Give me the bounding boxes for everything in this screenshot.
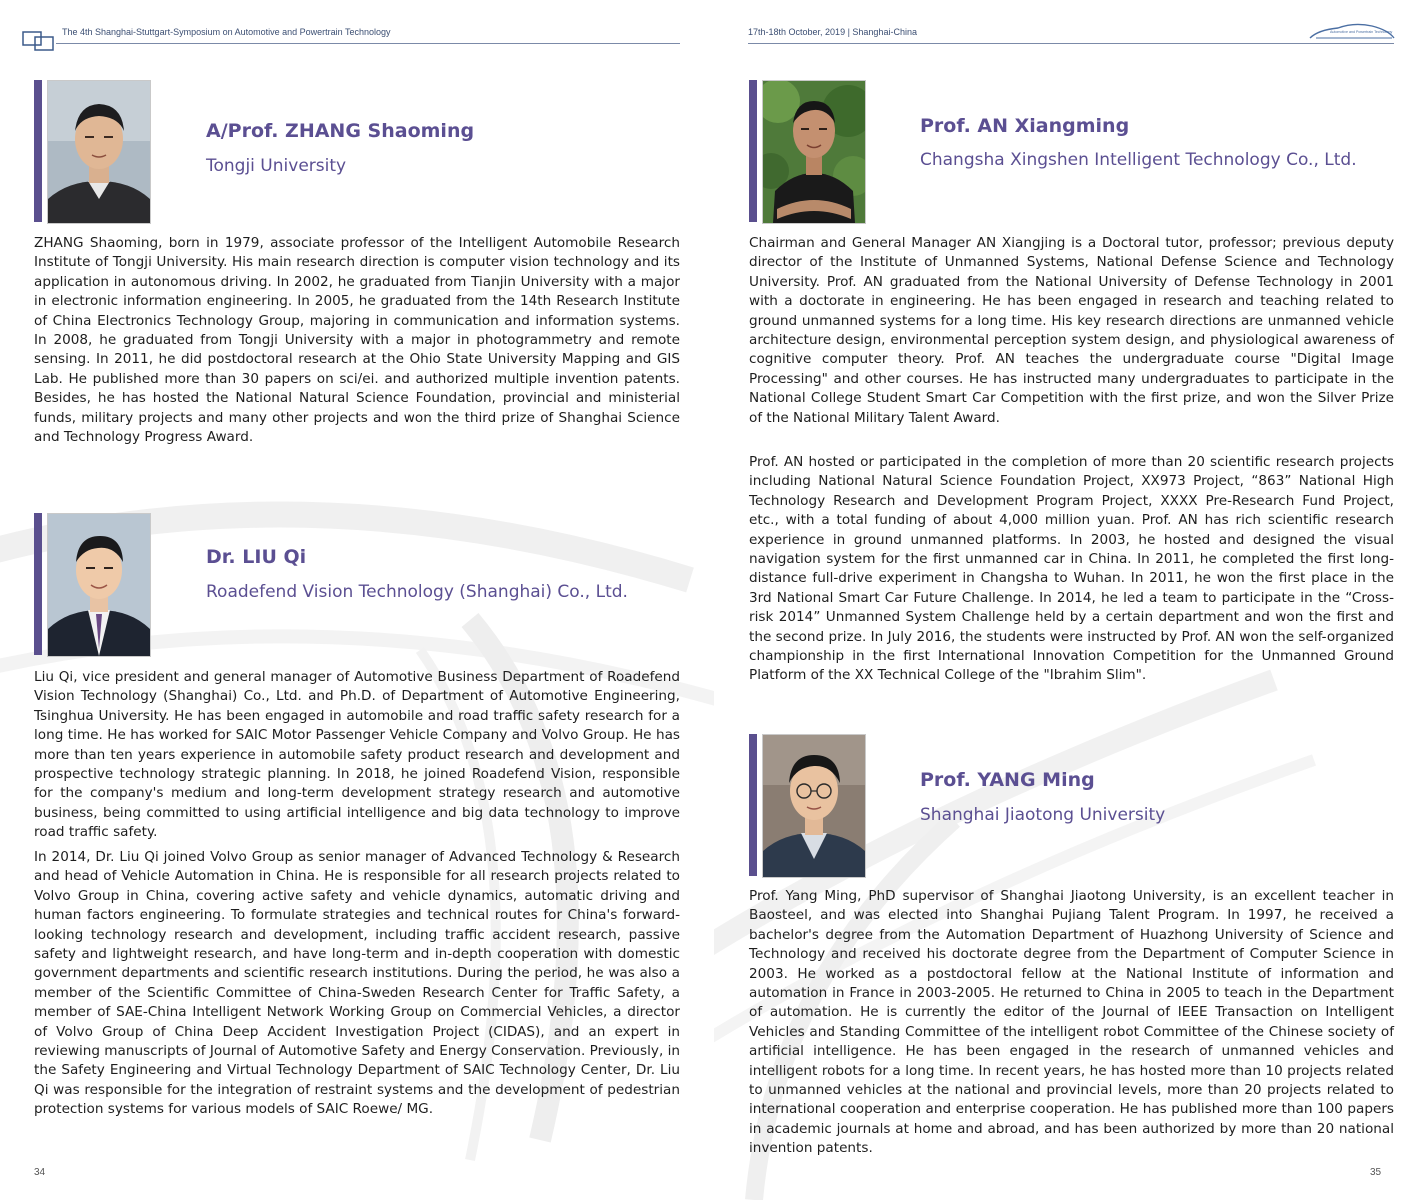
event-date-header: 17th-18th October, 2019 | Shanghai-China xyxy=(748,27,917,37)
speaker-name: Prof. AN Xiangming xyxy=(920,115,1130,137)
speaker-bio-paragraph: Prof. AN hosted or participated in the completion of more than 20 scientific research projects including National Natural Science Foundation Project, XX973 Project, “863” National High Technology Research and Development Program Project, XXXX Pre-Research Fund Project, etc., with a total funding of about 4,000 million yuan. Prof. AN has rich scientific research experience in ground unmanned platforms. In 2003, he hosted and designed the visual navigation system for the first unmanned car in China. In 2011, he completed the first long-distance full-drive experiment in Changsha to Wuhan. In 2011, he won the first place in the 3rd National Smart Car Future Challenge. In 2014, he led a team to participate in the “Cross-risk 2014” Unmanned System Challenge held by a certain department and won the first and the second prize. In July 2016, the students were instructed by Prof. AN won the self-organized championship in the first International Innovation Competition for the Unmanned Ground Platform of the XX Technical College of the "Ibrahim Slim". xyxy=(749,454,1394,684)
speaker-bio-paragraph: ZHANG Shaoming, born in 1979, associate professor of the Intelligent Automobile Research Institute of Tongji University. His main research direction is computer vision technology and its application in autonomous driving. In 2002, he graduated from Tianjin University with a major in electronic information engineering. In 2005, he graduated from the 14th Research Institute of China Electronics Technology Group, majoring in communication and information systems. In 2008, he graduated from Tongji University with a major in photogrammetry and remote sensing. In 2011, he did postdoctoral research at the Ohio State University Mapping and GIS Lab. He published more than 30 papers on sci/ei. and authorized multiple invention patents. Besides, he has hosted the National Natural Science Foundation, provincial and ministerial funds, military projects and many other projects and won the third prize of Shanghai Science and Technology Progress Award. xyxy=(34,235,680,446)
speaker-photo-liu xyxy=(47,513,151,657)
speaker-affiliation: Tongji University xyxy=(206,156,347,176)
speaker-name: Dr. LIU Qi xyxy=(206,546,307,568)
symposium-header-title: The 4th Shanghai-Stuttgart-Symposium on Automotive and Powertrain Technology xyxy=(62,27,391,37)
accent-bar xyxy=(749,734,757,876)
speaker-bio-paragraph: Chairman and General Manager AN Xiangjing is a Doctoral tutor, professor; previous deputy director of the Institute of Unmanned Systems, National Defense Science and Technology University. Prof. AN graduated from the National University of Defense Technology in 2001 with a doctorate in engineering. He has been engaged in research and teaching related to ground unmanned systems for a long time. His key research directions are unmanned vehicle architecture design, environmental perception system design, and physiological awareness of cognitive computer theory. Prof. AN teaches the undergraduate course "Digital Image Processing" and other courses. He has instructed many undergraduates to participate in the National College Student Smart Car Competition with the first prize, and won the Silver Prize of the National Military Talent Award. xyxy=(749,235,1394,426)
speaker-bio-paragraph: Liu Qi, vice president and general manager of Automotive Business Department of Roadefend Vision Technology (Shanghai) Co., Ltd. and Ph.D. of Department of Automotive Engineering, Tsinghua University. He has been engaged in automobile and road traffic safety research for a long time. He has worked for SAIC Motor Passenger Vehicle Company and Volvo Group. He has more than ten years experience in automobile safety product research and development and prospective technology strategic planning. In 2018, he joined Roadefend Vision, responsible for the company's medium and long-term development strategy research and automotive business, being committed to using artificial intelligence and big data technology to improve road traffic safety. xyxy=(34,669,680,841)
page-number: 35 xyxy=(1370,1167,1382,1178)
speaker-affiliation: Changsha Xingshen Intelligent Technology Co., Ltd. xyxy=(920,150,1357,170)
speaker-affiliation: Roadefend Vision Technology (Shanghai) Co., Ltd. xyxy=(206,582,628,602)
page-number: 34 xyxy=(34,1167,46,1178)
speaker-name: A/Prof. ZHANG Shaoming xyxy=(206,120,475,142)
speaker-card-yang xyxy=(714,0,1428,880)
speaker-affiliation: Shanghai Jiaotong University xyxy=(920,805,1166,825)
speaker-photo-yang xyxy=(762,734,866,878)
accent-bar xyxy=(34,513,42,655)
speaker-bio-paragraph: In 2014, Dr. Liu Qi joined Volvo Group as senior manager of Advanced Technology & Research and head of Vehicle Automation in China. He is responsible for all research projects related to Volvo Group in China, covering active safety and vehicle dynamics, automatic driving and human factors engineering. To formulate strategies and technical routes for China's forward-looking technology research and development, including traffic accident research, passive safety and lightweight research, and have long-term and in-depth cooperation with domestic government departments and scientific research institutions. During the period, he was also a member of the Scientific Committee of China-Sweden Research Center for Traffic Safety, a member of SAE-China Intelligent Network Working Group on Commercial Vehicles, a director of Volvo Group of China Deep Accident Investigation Project (CIDAS), and an expert in reviewing manuscripts of Journal of Automotive Safety and Energy Conservation. Previously, in the Safety Engineering and Virtual Technology Department of SAIC Technology Center, Dr. Liu Qi was responsible for the integration of restraint systems and the development of pedestrian protection systems for various models of SAIC Roewe/ MG. xyxy=(34,849,680,1118)
speaker-name: Prof. YANG Ming xyxy=(920,769,1095,791)
speaker-bio-paragraph: Prof. Yang Ming, PhD supervisor of Shanghai Jiaotong University, is an excellent teacher in Baosteel, and was elected into Shanghai Pujiang Talent Program. In 1997, he received a bachelor's degree from the Automation Department of Huazhong University of Science and Technology and received his doctorate degree from the Department of Computer Science in 2003. He worked as a postdoctoral fellow at the National Institute of information and automation in France in 2003-2005. He returned to China in 2005 to teach in the Department of automation. He is currently the editor of the Journal of IEEE Transaction on Intelligent Vehicles and Standing Committee of the intelligent robot Committee of the Chinese society of artificial intelligence. He has been engaged in the research of unmanned vehicles and intelligent robots for a long time. In recent years, he has hosted more than 10 projects related to unmanned vehicles at the national and provincial levels, more than 20 projects related to international cooperation and enterprise cooperation. He has published more than 100 papers in academic journals at home and abroad, and has been authorized by more than 20 national invention patents. xyxy=(749,888,1394,1157)
right-page xyxy=(714,0,1428,1200)
speaker-card-liu xyxy=(0,0,714,660)
logo-caption: Automotive and Powertrain Technology xyxy=(1330,30,1393,34)
